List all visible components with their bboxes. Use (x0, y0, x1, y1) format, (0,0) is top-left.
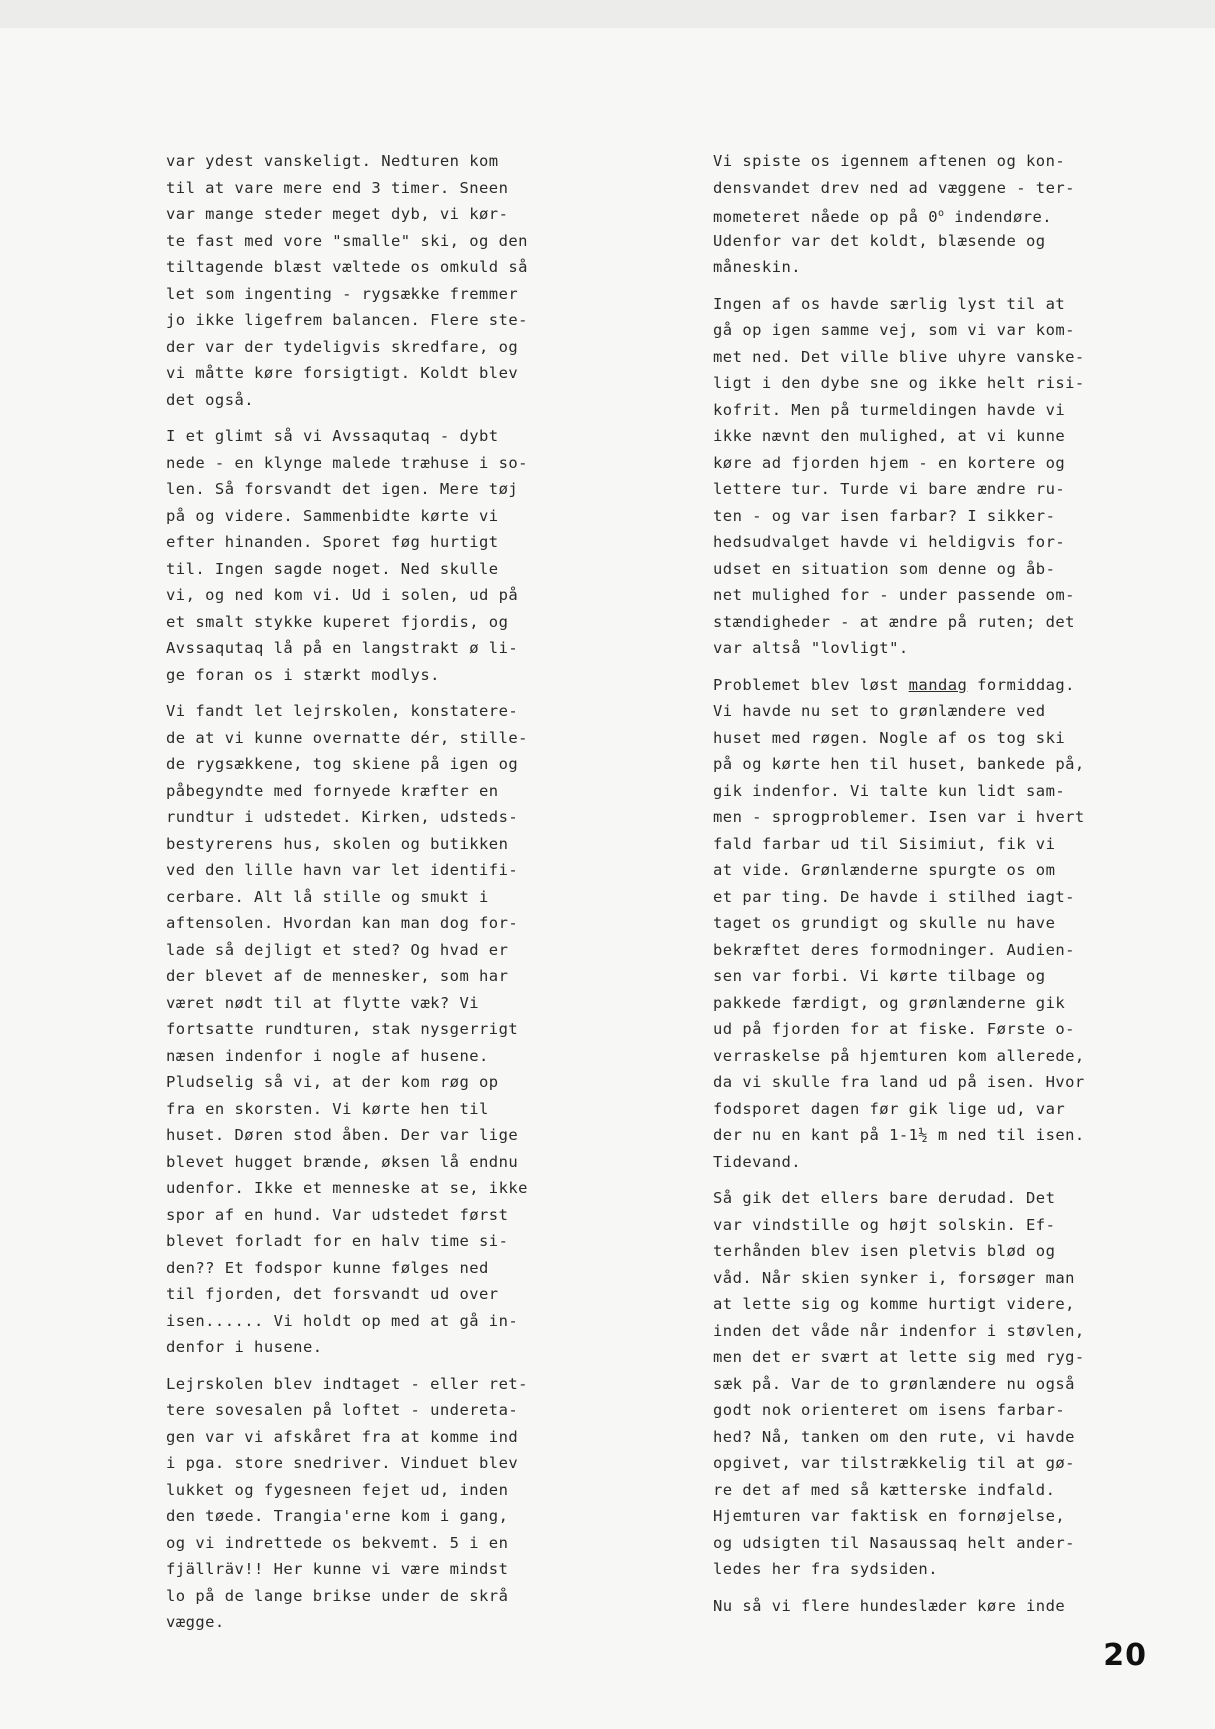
text-line: jo ikke ligefrem balancen. Flere ste- (166, 311, 528, 329)
text-line: kofrit. Men på turmeldingen havde vi (713, 400, 1066, 419)
text-line: re det af med så kætterske indfald. (713, 1480, 1056, 1499)
right-text-column (713, 148, 1123, 1619)
text-line: opgivet, var tilstrækkelig til at gø- (713, 1454, 1075, 1472)
text-line: tiltagende blæst væltede os omkuld så (166, 258, 528, 276)
degree-superscript: o (937, 208, 945, 219)
text-line: der var der tydeligvis skredfare, og (166, 337, 519, 356)
text-line: hedsudvalget havde vi heldigvis for- (713, 533, 1066, 551)
text-line: til at vare mere end 3 timer. Sneen (166, 178, 509, 197)
text-line: var altså "lovligt". (713, 639, 909, 657)
text-line: i pga. store snedriver. Vinduet blev (166, 1454, 519, 1472)
text-line: at vide. Grønlænderne spurgte os om (713, 861, 1056, 879)
text-line: fodsporet dagen før gik lige ud, var (713, 1099, 1066, 1118)
text-line: at lette sig og komme hurtigt videre, (713, 1295, 1075, 1313)
text-line: den?? Et fodspor kunne følges ned (166, 1258, 489, 1277)
text-line: Vi havde nu set to grønlændere ved (713, 702, 1046, 720)
text-line: fra en skorsten. Vi kørte hen til (166, 1099, 489, 1118)
text-line: Udenfor var det koldt, blæsende og (713, 231, 1046, 250)
text-line: huset med røgen. Nogle af os tog ski (713, 728, 1066, 747)
text-line: gen var vi afskåret fra at komme ind (166, 1427, 519, 1446)
text-line (713, 672, 1123, 699)
text-line: men - sprogproblemer. Isen var i hvert (713, 808, 1085, 826)
page-number: 20 (1103, 1638, 1147, 1673)
text-line: der nu en kant på 1-1½ m ned til isen. (713, 1126, 1085, 1144)
text-line: bekræftet deres formodninger. Audien- (713, 940, 1075, 959)
text-line: te fast med vore "smalle" ski, og den (166, 231, 528, 250)
text-line: stændigheder - at ændre på ruten; det (713, 612, 1075, 631)
text-line: nede - en klynge malede træhuse i so- (166, 453, 528, 472)
text-line: på og kørte hen til huset, bankede på, (713, 755, 1085, 773)
text-line: pakkede færdigt, og grønlænderne gik (713, 993, 1066, 1012)
text-line: men det er svært at lette sig med ryg- (713, 1348, 1085, 1366)
text-line: Lejrskolen blev indtaget - eller ret- (166, 1374, 528, 1393)
text-line: lade så dejligt et sted? Og hvad er (166, 940, 509, 959)
text-line: hed? Nå, tanken om den rute, vi havde (713, 1427, 1075, 1446)
text-line: Vi spiste os igennem aftenen og kon- (713, 152, 1066, 170)
text-line: huset. Døren stod åben. Der var lige (166, 1126, 519, 1144)
text-line: blevet hugget brænde, øksen lå endnu (166, 1152, 519, 1171)
text-line: Tidevand. (713, 1152, 802, 1171)
text-line: spor af en hund. Var udstedet først (166, 1205, 509, 1224)
text-line: len. Så forsvandt det igen. Mere tøj (166, 480, 519, 498)
text-line: Pludselig så vi, at der kom røg op (166, 1073, 499, 1091)
text-line: ge foran os i stærkt modlys. (166, 665, 440, 684)
text-line: på og videre. Sammenbidte kørte vi (166, 506, 499, 525)
text-line: aftensolen. Hvordan kan man dog for- (166, 914, 519, 932)
text-line: vi måtte køre forsigtigt. Koldt blev (166, 364, 519, 382)
paragraph (166, 148, 566, 413)
text-line: køre ad fjorden hjem - en kortere og (713, 453, 1066, 472)
text-line: det også. (166, 390, 255, 409)
text-line: terhånden blev isen pletvis blød og (713, 1242, 1056, 1260)
text-line: et smalt stykke kuperet fjordis, og (166, 612, 509, 631)
text-line: isen...... Vi holdt op med at gå in- (166, 1311, 519, 1330)
text-line: måneskin. (713, 258, 802, 276)
text-line: og udsigten til Nasaussaq helt ander- (713, 1533, 1075, 1552)
paragraph (166, 1371, 566, 1636)
text-line: blevet forladt for en halv time si- (166, 1232, 509, 1250)
text-line: verraskelse på hjemturen kom allerede, (713, 1046, 1085, 1065)
text-line: fortsatte rundturen, stak nysgerrigt (166, 1020, 519, 1038)
text-line: bestyrerens hus, skolen og butikken (166, 834, 509, 853)
text-fragment: formiddag. (967, 675, 1075, 694)
text-line: de rygsækkene, tog skiene på igen og (166, 755, 519, 773)
left-text-column (166, 148, 566, 1636)
text-line: fald farbar ud til Sisimiut, fik vi (713, 834, 1056, 853)
text-line: tere sovesalen på loftet - undereta- (166, 1401, 519, 1419)
text-line: densvandet drev ned ad væggene - ter- (713, 178, 1075, 197)
paragraph (713, 291, 1123, 662)
text-line: inden det våde når indenfor i støvlen, (713, 1321, 1085, 1340)
text-line: vi, og ned kom vi. Ud i solen, ud på (166, 586, 519, 604)
paragraph (166, 423, 566, 688)
text-line: Hjemturen var faktisk en fornøjelse, (713, 1507, 1066, 1525)
paragraph (166, 698, 566, 1361)
text-line: næsen indenfor i nogle af husene. (166, 1046, 489, 1065)
text-fragment: indendøre. (944, 208, 1053, 227)
text-line: og vi indrettede os bekvemt. 5 i en (166, 1533, 509, 1552)
text-line: var ydest vanskeligt. Nedturen kom (166, 152, 499, 170)
text-line: Avssaqutaq lå på en langstrakt ø li- (166, 639, 519, 657)
text-line: met ned. Det ville blive uhyre vanske- (713, 347, 1085, 366)
text-line: de at vi kunne overnatte dér, stille- (166, 728, 528, 747)
text-line: til fjorden, det forsvandt ud over (166, 1285, 499, 1303)
text-line: et par ting. De havde i stilhed iagt- (713, 887, 1075, 906)
text-line: udenfor. Ikke et menneske at se, ikke (166, 1179, 528, 1197)
text-line: rundtur i udstedet. Kirken, udsteds- (166, 808, 519, 826)
text-line: gå op igen samme vej, som vi var kom- (713, 321, 1075, 339)
text-line: let som ingenting - rygsække fremmer (166, 284, 519, 303)
text-line: Ingen af os havde særlig lyst til at (713, 294, 1066, 313)
text-line: cerbare. Alt lå stille og smukt i (166, 887, 489, 906)
text-line: lettere tur. Turde vi bare ændre ru- (713, 480, 1066, 498)
paragraph (713, 1185, 1123, 1583)
paragraph (713, 148, 1123, 281)
text-line: ved den lille havn var let identifi- (166, 861, 519, 879)
text-line: denfor i husene. (166, 1338, 323, 1356)
text-line: I et glimt så vi Avssaqutaq - dybt (166, 427, 499, 445)
text-line: Så gik det ellers bare derudad. Det (713, 1189, 1056, 1207)
text-line: var mange steder meget dyb, vi kør- (166, 205, 509, 223)
text-line: ikke nævnt den mulighed, at vi kunne (713, 427, 1066, 445)
text-line: lukket og fygesneen fejet ud, inden (166, 1480, 509, 1499)
text-line: efter hinanden. Sporet føg hurtigt (166, 533, 499, 551)
text-line: godt nok orienteret om isens farbar- (713, 1401, 1066, 1419)
text-line: ten - og var isen farbar? I sikker- (713, 506, 1056, 525)
text-line: fjällräv!! Her kunne vi være mindst (166, 1560, 509, 1578)
text-line: udset en situation som denne og åb- (713, 559, 1056, 578)
text-line: taget os grundigt og skulle nu have (713, 914, 1056, 932)
text-line: den tøede. Trangia'erne kom i gang, (166, 1507, 509, 1525)
text-line: Vi fandt let lejrskolen, konstatere- (166, 702, 519, 720)
text-fragment: mometeret nåede op på 0 (713, 208, 938, 227)
underlined-word: mandag (908, 675, 968, 694)
text-line: Nu så vi flere hundeslæder køre inde (713, 1596, 1066, 1615)
text-line: net mulighed for - under passende om- (713, 586, 1075, 604)
text-line: lo på de lange brikse under de skrå (166, 1586, 509, 1605)
text-line: påbegyndte med fornyede kræfter en (166, 781, 499, 800)
text-line (713, 201, 1123, 228)
text-line: været nødt til at flytte væk? Vi (166, 993, 480, 1012)
text-fragment: Problemet blev løst (713, 675, 909, 694)
text-line: sen var forbi. Vi kørte tilbage og (713, 967, 1046, 985)
text-line: gik indenfor. Vi talte kun lidt sam- (713, 781, 1066, 800)
text-line: vægge. (166, 1613, 225, 1631)
text-line: ligt i den dybe sne og ikke helt risi- (713, 374, 1085, 392)
text-line: da vi skulle fra land ud på isen. Hvor (713, 1073, 1085, 1091)
text-line: ledes her fra sydsiden. (713, 1560, 938, 1578)
text-line: der blevet af de mennesker, som har (166, 967, 509, 985)
paragraph (713, 672, 1123, 1176)
text-line: våd. Når skien synker i, forsøger man (713, 1268, 1075, 1287)
text-line: sæk på. Var de to grønlændere nu også (713, 1374, 1075, 1393)
scan-top-border (0, 0, 1215, 28)
text-line: ud på fjorden for at fiske. Første o- (713, 1020, 1075, 1038)
text-line: var vindstille og højt solskin. Ef- (713, 1215, 1056, 1234)
text-line: til. Ingen sagde noget. Ned skulle (166, 559, 499, 578)
paragraph (713, 1593, 1123, 1620)
